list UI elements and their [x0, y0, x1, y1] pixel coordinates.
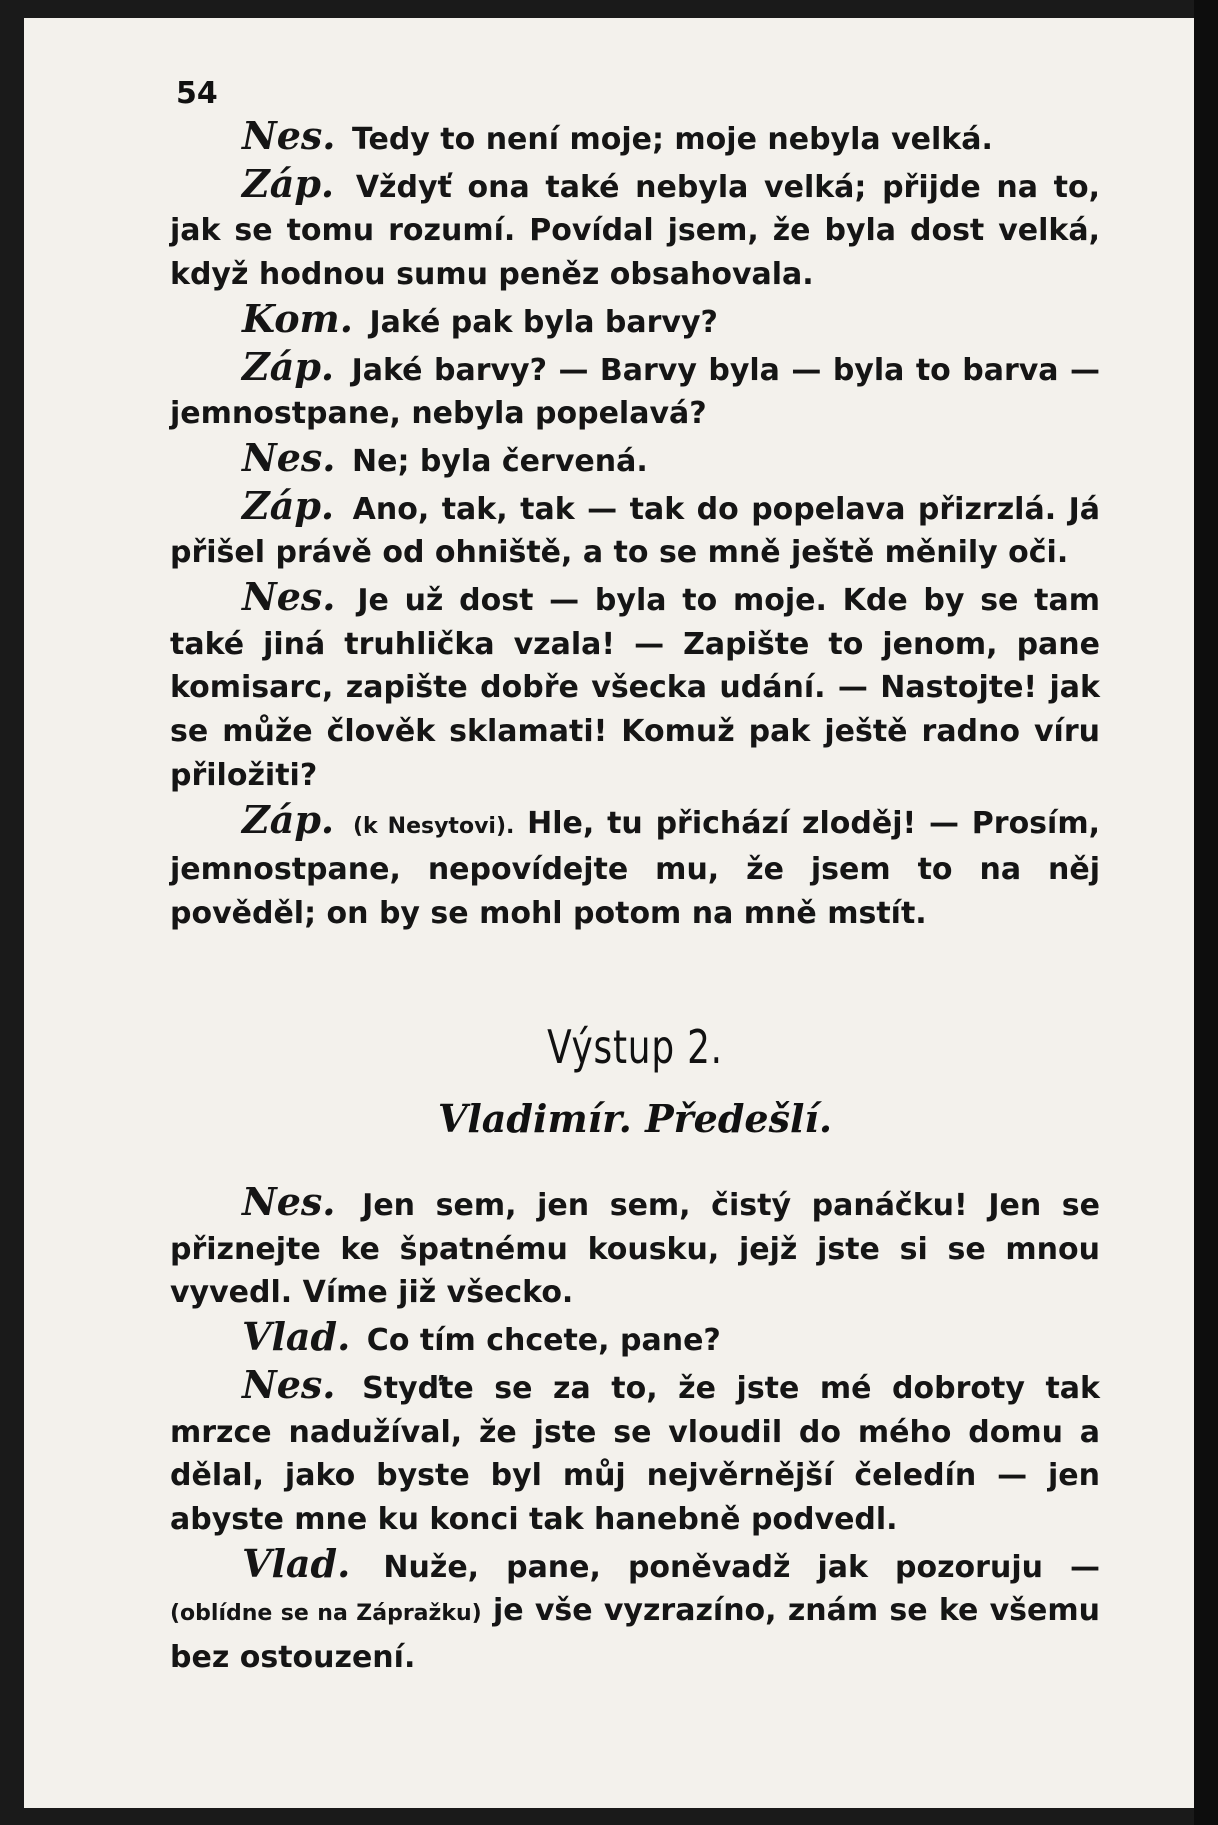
speaker-name: Záp. — [242, 343, 335, 389]
speaker-name: Kom. — [242, 295, 353, 341]
dialogue-line — [170, 575, 1100, 798]
dialogue-text: Jaké barvy? — Barvy byla — byla to barva — jemnostpane, nebyla popelavá? — [170, 352, 1100, 432]
scene-characters: Vladimír. Předešlí. — [437, 1096, 833, 1141]
dialogue-line — [170, 484, 1100, 575]
speaker-name: Nes. — [242, 113, 336, 158]
speaker-name: Nes. — [242, 434, 336, 480]
stage-direction: (k Nesytovi). — [352, 813, 515, 839]
dialogue-text: Vždyť ona také nebyla velká; přijde na to, jak se tomu rozumí. Povídal jsem, že byla dost velká, když hodnou sumu peněz obsahovala. — [170, 169, 1100, 293]
dialogue-text: Jaké pak byla barvy? — [369, 304, 718, 340]
dialogue-text: Co tím chcete, pane? — [366, 1323, 721, 1359]
dialogue-line — [170, 798, 1100, 936]
dialogue-line — [170, 345, 1100, 436]
dialogue-text: Hle, tu přichází zloděj! — Prosím, jemnostpane, nepovídejte mu, že jsem to na něj pověděl; on by se mohl potom na mně mstít. — [170, 805, 1100, 931]
speaker-name: Nes. — [242, 1361, 336, 1407]
dialogue-section-1 — [170, 114, 1100, 936]
dialogue-line — [170, 114, 1100, 162]
dialogue-text: Nuže, pane, poněvadž jak pozoruju — — [383, 1549, 1100, 1585]
dialogue-text: Ano, tak, tak — tak do popelava přizrzlá. Já přišel právě od ohniště, a to se mně ještě měnily oči. — [170, 491, 1100, 571]
speaker-name: Nes. — [242, 1179, 336, 1224]
book-spine — [1194, 0, 1218, 1825]
dialogue-line — [170, 1180, 1100, 1315]
dialogue-line — [170, 162, 1100, 297]
dialogue-text: Jen sem, jen sem, čistý panáčku! Jen se přiznejte ke špatnému kousku, jejž jste si se mnou vyvedl. Víme již všecko. — [170, 1188, 1100, 1311]
dialogue-text: Je už dost — byla to moje. Kde by se tam také jiná truhlička vzala! — Zapište to jenom, pane komisarc, zapište dobře všecka udání. — Nastojte! jak se může člověk sklamati! Komuž pak ještě radno víru přiložiti? — [170, 583, 1100, 793]
dialogue-line — [170, 1363, 1100, 1542]
dialogue-text: Ne; byla červená. — [352, 443, 648, 479]
speaker-name: Záp. — [242, 796, 335, 842]
dialogue-line — [170, 436, 1100, 484]
dialogue-text: Tedy to není moje; moje nebyla velká. — [352, 122, 993, 157]
speaker-name: Nes. — [242, 574, 336, 620]
speaker-name: Záp. — [242, 160, 335, 206]
speaker-name: Záp. — [242, 482, 335, 528]
dialogue-line — [170, 1542, 1100, 1680]
speaker-name: Vlad. — [242, 1540, 351, 1586]
dialogue-line — [170, 297, 1100, 345]
dialogue-section-2 — [170, 1180, 1100, 1680]
dialogue-text: Styďte se za to, že jste mé dobroty tak mrzce nadužíval, že jste se vloudil do mého domu a dělal, jako byste byl můj nejvěrnější čeledín — jen abyste mne ku konci tak hanebně podvedl. — [170, 1370, 1100, 1537]
dialogue-line — [170, 1315, 1100, 1363]
scene-heading: Výstup 2. — [547, 1020, 723, 1074]
dialogue-text: je vše vyzrazíno, znám se ke všemu bez ostouzení. — [170, 1593, 1100, 1676]
page-number: 54 — [176, 76, 218, 111]
stage-direction: (oblídne se na Zápražku) — [170, 1601, 482, 1627]
speaker-name: Vlad. — [242, 1314, 351, 1360]
